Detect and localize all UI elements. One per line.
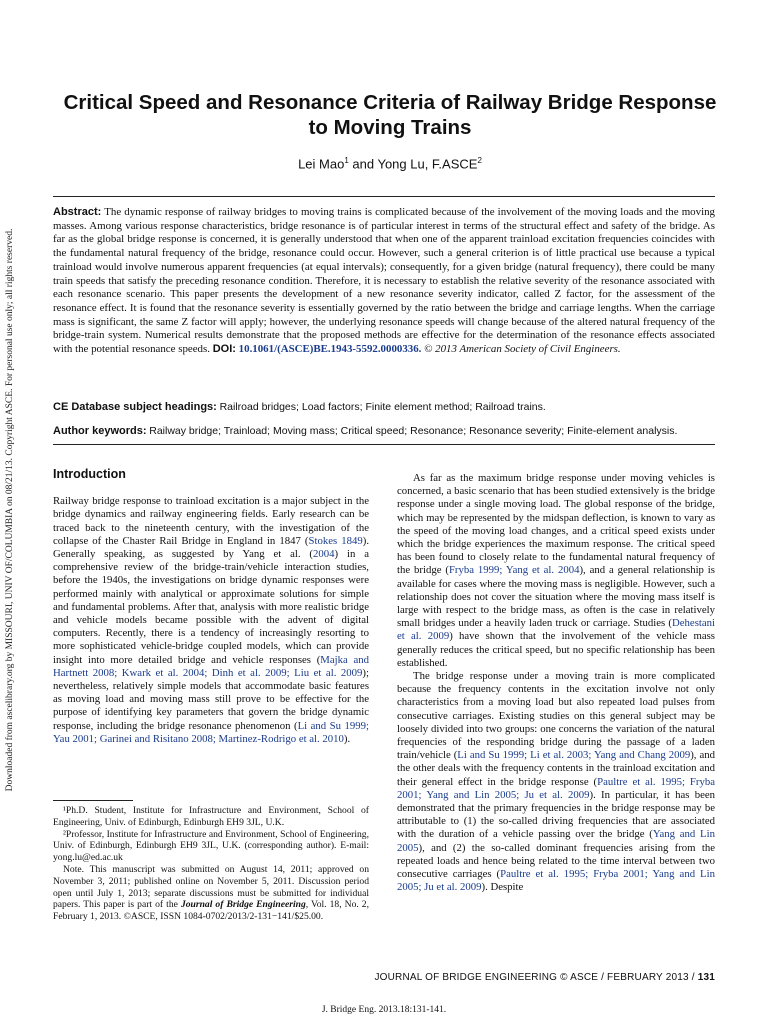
keywords-rule bbox=[53, 444, 715, 445]
ce-headings-label: CE Database subject headings: bbox=[53, 401, 217, 413]
footnote-2: ²Professor, Institute for Infrastructure and Environment, School of Engineering, Univ. of Edinburgh, Edinburgh EH9 3JL, U.K. (corresponding author). E-mail: yong.lu@ed.ac.uk bbox=[53, 828, 369, 864]
citation-link[interactable]: Dehestani et al. 2009 bbox=[397, 617, 715, 643]
citation-link[interactable]: Majka and Hartnett 2008; Kwark et al. 2004; Dinh et al. 2009; Liu et al. 2009 bbox=[53, 653, 369, 679]
footnote-1: ¹Ph.D. Student, Institute for Infrastructure and Environment, School of Engineering, Univ. of Edinburgh, Edinburgh EH9 3JL, U.K. bbox=[53, 805, 369, 828]
author-2-sup: 2 bbox=[477, 156, 482, 165]
author-1-sup: 1 bbox=[344, 156, 349, 165]
doi-link[interactable]: 10.1061/(ASCE)BE.1943-5592.0000336. bbox=[238, 343, 422, 356]
footnotes bbox=[53, 805, 369, 923]
author-2: Yong Lu, F.ASCE bbox=[377, 156, 478, 172]
ce-headings bbox=[53, 400, 715, 414]
submission-note: Note. This manuscript was submitted on August 14, 2011; approved on November 3, 2011; published online on November 5, 2011. Discussion period open until July 1, 2013; separate discussions must be submitted for individual papers. This paper is part of the Journal of Bridge Engineering, Vol. 18, No. 2, February 1, 2013. ©ASCE, ISSN 1084-0702/2013/2-131−141/$25.00. bbox=[53, 863, 369, 923]
citation-link[interactable]: Li and Su 1999; Li et al. 2003; Yang and Chang 2009 bbox=[457, 749, 691, 762]
author-keywords-value: Railway bridge; Trainload; Moving mass; Critical speed; Resonance; Resonance severity; Finite-element analysis. bbox=[149, 425, 678, 437]
doi-label: DOI: bbox=[212, 343, 236, 356]
author-and: and bbox=[348, 156, 378, 172]
abstract-text: The dynamic response of railway bridges to moving trains is complicated because of the involvement of the moving loads and the moving masses. Among various response characteristics, bridge resonance is of particular interest in terms of the structural effect and safety of the bridge. As far as the global bridge response is concerned, it is generally understood that when one of the apparent trainload excitation frequencies coincides with the fundamental natural frequency of the bridge, resonance could occur. However, such a general criterion is of little practical use because a typical trainload would involve numerous apparent frequencies (at equal intervals); consequently, for a given bridge (natural frequency), there could be many train speeds that satisfy the preceding resonance condition. Therefore, it is necessary to establish the relative severity of the resonance associated with each resonance scenario. This paper presents the development of a new resonance severity indicator, called Z factor, for the assessment of the resonance effect. It is found that the resonance severity is essentially governed by the ratio between the bridge and carriage lengths. When the carriage mass is significant, the same Z factor will apply; however, the underlying resonance speeds will change because of the altered natural frequency of the bridge-train system. Numerical results demonstrate that the proposed methods are effective for the determination of the resonance effects associated with the potential resonance speeds. bbox=[53, 206, 715, 356]
right-column bbox=[397, 472, 715, 895]
intro-paragraph-3: The bridge response under a moving train is more complicated because the frequency contents in the excitation involve not only characteristics from a moving load but also repeated load pulses from consecutive carriages. Existing studies on this general subject may be loosely divided into two groups: one concerns the variation of the natural frequencies of the responding bridge during the passage of a laden train/vehicle (Li and Su 1999; Li et al. 2003; Yang and Chang 2009), and the other deals with the frequency contents in the trainload excitation and their general effect in the bridge response (Paultre et al. 1995; Fryba 2001; Yang and Lin 2005; Ju et al. 2009). In particular, it has been demonstrated that the primary frequencies in the bridge response may be attributable to (1) the so-called driving frequencies that are associated with the duration of a vehicle passing over the bridge (Yang and Lin 2005), and (2) the so-called dominant frequencies arising from the repeated loads and hence being related to the time interval between two consecutive carriages (Paultre et al. 1995; Fryba 2001; Yang and Lin 2005; Ju et al. 2009). Despite bbox=[397, 670, 716, 894]
author-line bbox=[60, 156, 720, 171]
page-number: 131 bbox=[697, 972, 715, 983]
running-footer-text: JOURNAL OF BRIDGE ENGINEERING © ASCE / FEBRUARY 2013 / bbox=[374, 972, 698, 983]
abstract-label: Abstract: bbox=[53, 206, 102, 218]
download-note: Downloaded from ascelibrary.org by MISSOURI, UNIV OF/COLUMBIA on 08/21/13. Copyright ASCE. For personal use only; all rights reserved. bbox=[5, 228, 15, 792]
introduction-heading: Introduction bbox=[53, 467, 126, 481]
citation-link[interactable]: Stokes 1849 bbox=[308, 534, 363, 547]
author-keywords-label: Author keywords: bbox=[53, 425, 147, 437]
footnote-rule bbox=[53, 800, 133, 801]
journal-name: Journal of Bridge Engineering bbox=[180, 899, 306, 911]
ce-headings-value: Railroad bridges; Load factors; Finite element method; Railroad trains. bbox=[219, 401, 546, 413]
left-column bbox=[53, 468, 369, 746]
copyright: © 2013 American Society of Civil Engineers. bbox=[424, 343, 621, 356]
author-keywords bbox=[53, 424, 715, 438]
citation-link[interactable]: Li and Su 1999; Yau 2001; Garinei and Risitano 2008; Martinez-Rodrigo et al. 2010 bbox=[53, 719, 369, 745]
citation-link[interactable]: Paultre et al. 1995; Fryba 2001; Yang and Lin 2005; Ju et al. 2009 bbox=[397, 775, 715, 801]
citation-link[interactable]: 2004 bbox=[313, 548, 335, 561]
abstract bbox=[53, 206, 715, 357]
citation-link[interactable]: Paultre et al. 1995; Fryba 2001; Yang and Lin 2005; Ju et al. 2009 bbox=[397, 868, 715, 894]
citation-link[interactable]: Yang and Lin 2005 bbox=[397, 828, 715, 854]
author-1: Lei Mao bbox=[298, 156, 345, 172]
citation-link[interactable]: Fryba 1999; Yang et al. 2004 bbox=[448, 564, 580, 577]
intro-paragraph-2: As far as the maximum bridge response under moving vehicles is concerned, a basic scenario that has been studied extensively is the bridge response under a single moving load. The global response of the bridge, which may be represented by the midspan deflection, is known to vary as the speed of the moving load changes, and a critical speed exists under which the bridge experiences the maximum response. The critical speed has been found to closely relate to the fundamental natural frequency of the bridge (Fryba 1999; Yang et al. 2004), and a general relationship is available for cases where the moving mass is negligible. However, such a relationship does not cover the situation where the moving mass itself is large with respect to the bridge mass, as often is the case in relatively small bridges under a heavily laden truck or carriage. Studies (Dehestani et al. 2009) have shown that the involvement of the vehicle mass generally reduces the critical speed, but no specific relationship has been established. bbox=[397, 472, 715, 669]
intro-paragraph-1: Railway bridge response to trainload excitation is a major subject in the bridge dynamics and railway engineering fields. Early research can be traced back to the nineteenth century, with the investigation of the collapse of the Chaster Rail Bridge in England in 1847 (Stokes 1849). Generally speaking, as suggested by Yang et al. (2004) in a comprehensive review of the bridge-train/vehicle interaction studies, before the 1940s, the investigations on bridge dynamic responses were performed mainly with analytical or approximate solutions for simple and fundamental problems. After that, analysis with more realistic bridge and vehicle models became possible with the advent of digital computers. Recently, there is a tendency of increasingly resorting to more sophisticated vehicle-bridge coupled models, which can provide insight into more detailed bridge and vehicle responses (Majka and Hartnett 2008; Kwark et al. 2004; Dinh et al. 2009; Liu et al. 2009); nevertheless, relatively simple models that accommodate basic features as moving load and moving mass still prove to be effective for the purpose of identifying key parameters that govern the bridge dynamic response, including the bridge resonance phenomenon (Li and Su 1999; Yau 2001; Garinei and Risitano 2008; Martinez-Rodrigo et al. 2010). bbox=[53, 495, 370, 745]
download-sidebar bbox=[2, 205, 18, 815]
top-rule bbox=[53, 196, 715, 197]
running-footer bbox=[53, 972, 715, 983]
paper-title: Critical Speed and Resonance Criteria of Railway Bridge Response to Moving Trains bbox=[63, 91, 717, 139]
citation-footer: J. Bridge Eng. 2013.18:131-141. bbox=[321, 1005, 447, 1015]
